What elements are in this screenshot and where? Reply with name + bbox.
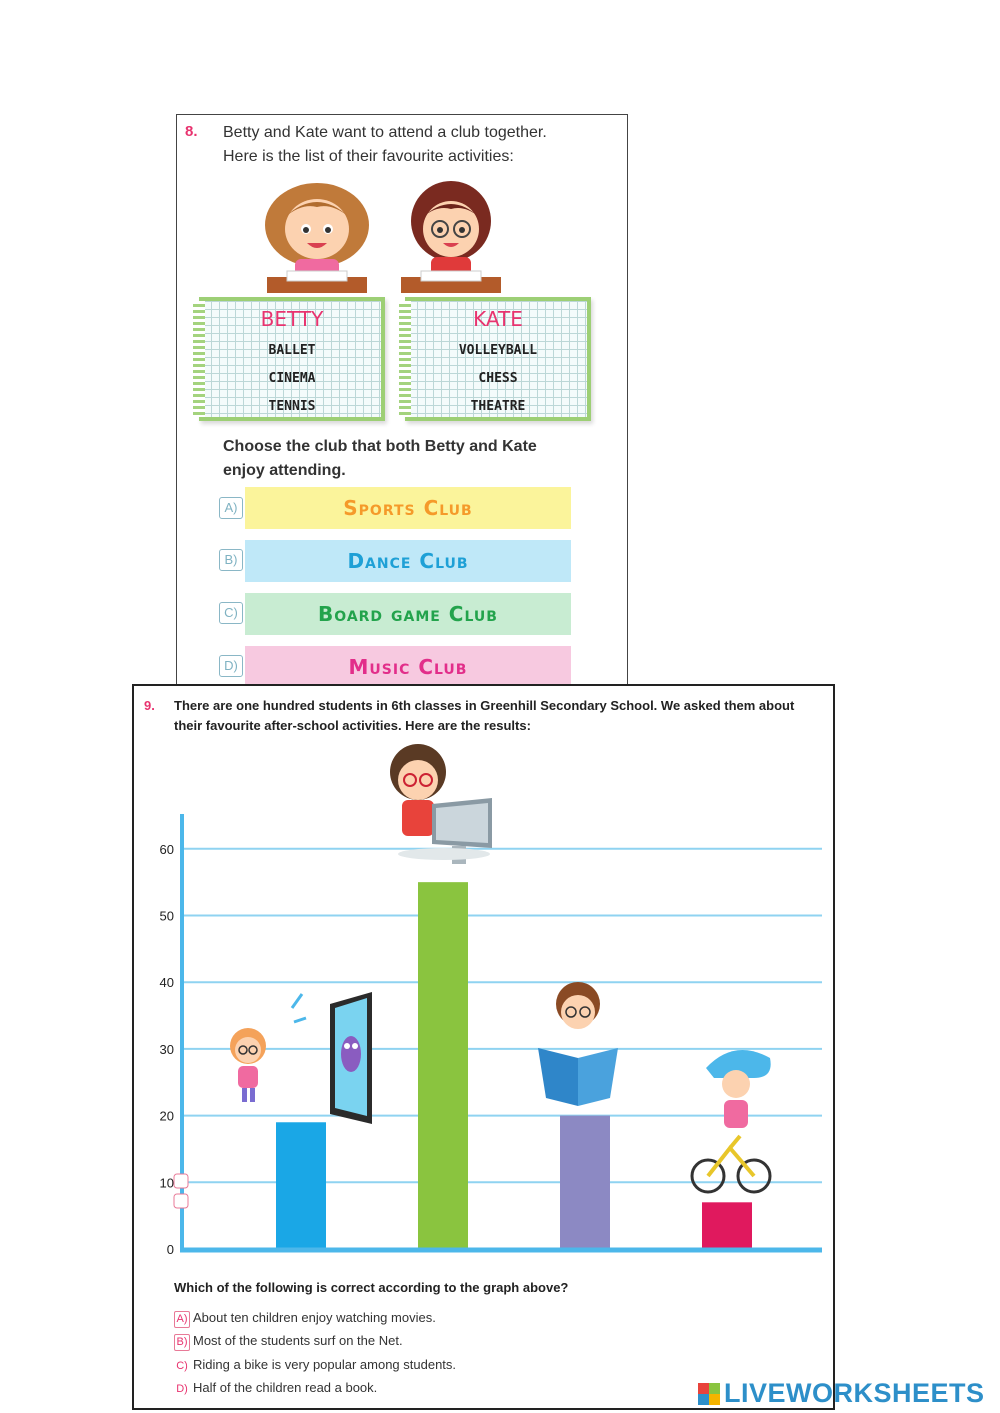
option-b-text: Most of the students surf on the Net. — [193, 1333, 403, 1348]
chart-y-ticks — [160, 842, 174, 1257]
option-d-checkbox[interactable]: D) — [219, 655, 243, 677]
question-9-prompt: Which of the following is correct according to the graph above? — [174, 1280, 569, 1295]
y-tick-label: 0 — [166, 1242, 174, 1257]
y-tick-label: 20 — [159, 1108, 174, 1124]
y-tick-label: 30 — [159, 1041, 174, 1057]
question-9-option-d[interactable] — [174, 1380, 377, 1398]
question-8-text — [223, 121, 623, 169]
option-d-text: Half of the children read a book. — [193, 1380, 378, 1395]
question-9-option-c[interactable] — [174, 1357, 456, 1375]
betty-activity-1: BALLET — [268, 343, 316, 358]
betty-card — [199, 297, 385, 421]
option-a-letter[interactable]: A) — [174, 1311, 190, 1328]
kids-illustration — [237, 177, 537, 297]
bar-2 — [560, 1116, 610, 1249]
activities-bar-chart — [134, 686, 834, 1276]
y-tick-label: 60 — [159, 841, 174, 857]
question-8-panel — [176, 114, 628, 694]
liveworksheets-brand: LIVEWORKSHEETS — [724, 1378, 985, 1408]
option-b-dance-club[interactable]: Dance Club — [245, 540, 571, 582]
betty-title: BETTY — [260, 307, 324, 331]
kate-card — [405, 297, 591, 421]
option-a-checkbox[interactable]: A) — [219, 497, 243, 519]
option-a-text: About ten children enjoy watching movies. — [193, 1310, 436, 1325]
question-9-line-2: their favourite after-school activities. Here are the results: — [174, 718, 531, 733]
question-8-prompt-line-2: enjoy attending. — [223, 462, 346, 479]
answer-box-2[interactable] — [174, 1194, 188, 1208]
boy-reading-illustration — [538, 982, 618, 1106]
answer-box-1[interactable] — [174, 1174, 188, 1188]
option-d-music-club[interactable]: Music Club — [245, 646, 571, 688]
option-c-letter[interactable]: C) — [176, 1360, 188, 1372]
option-b-letter[interactable]: B) — [174, 1334, 190, 1351]
question-8-line-2: Here is the list of their favourite activities: — [223, 148, 514, 165]
question-9-panel — [132, 684, 835, 1410]
question-9-option-b[interactable] — [174, 1333, 403, 1351]
bar-1 — [418, 882, 468, 1249]
question-8-number: 8. — [185, 123, 198, 140]
y-tick-label: 10 — [159, 1175, 174, 1191]
option-c-checkbox[interactable]: C) — [219, 602, 243, 624]
bar-3 — [702, 1202, 752, 1249]
question-8-line-1: Betty and Kate want to attend a club together. — [223, 124, 547, 141]
kate-title: KATE — [473, 307, 523, 331]
y-tick-label: 50 — [159, 908, 174, 924]
kate-activity-1: VOLLEYBALL — [458, 343, 538, 358]
question-8-prompt — [223, 435, 623, 483]
option-d-letter[interactable]: D) — [176, 1383, 188, 1395]
betty-activity-3: TENNIS — [268, 399, 316, 414]
option-c-board-game-club[interactable]: Board game Club — [245, 593, 571, 635]
question-9-line-1: There are one hundred students in 6th classes in Greenhill Secondary School. We asked them about — [174, 698, 795, 713]
kate-activity-2: CHESS — [478, 371, 518, 386]
liveworksheets-mark-icon — [698, 1383, 720, 1405]
girl-watching-tv-illustration — [230, 992, 372, 1124]
question-8-prompt-line-1: Choose the club that both Betty and Kate — [223, 438, 537, 455]
boy-computer-illustration — [390, 744, 492, 864]
option-a-sports-club[interactable]: Sports Club — [245, 487, 571, 529]
girl-bike-illustration — [692, 1050, 771, 1192]
betty-activity-2: CINEMA — [268, 371, 316, 386]
question-9-number: 9. — [144, 698, 155, 713]
option-b-checkbox[interactable]: B) — [219, 549, 243, 571]
bar-0 — [276, 1122, 326, 1249]
liveworksheets-logo — [698, 1378, 985, 1409]
kate-activity-3: THEATRE — [470, 399, 526, 414]
y-tick-label: 40 — [159, 975, 174, 991]
option-c-text: Riding a bike is very popular among students. — [193, 1357, 457, 1372]
question-9-option-a[interactable] — [174, 1310, 436, 1328]
